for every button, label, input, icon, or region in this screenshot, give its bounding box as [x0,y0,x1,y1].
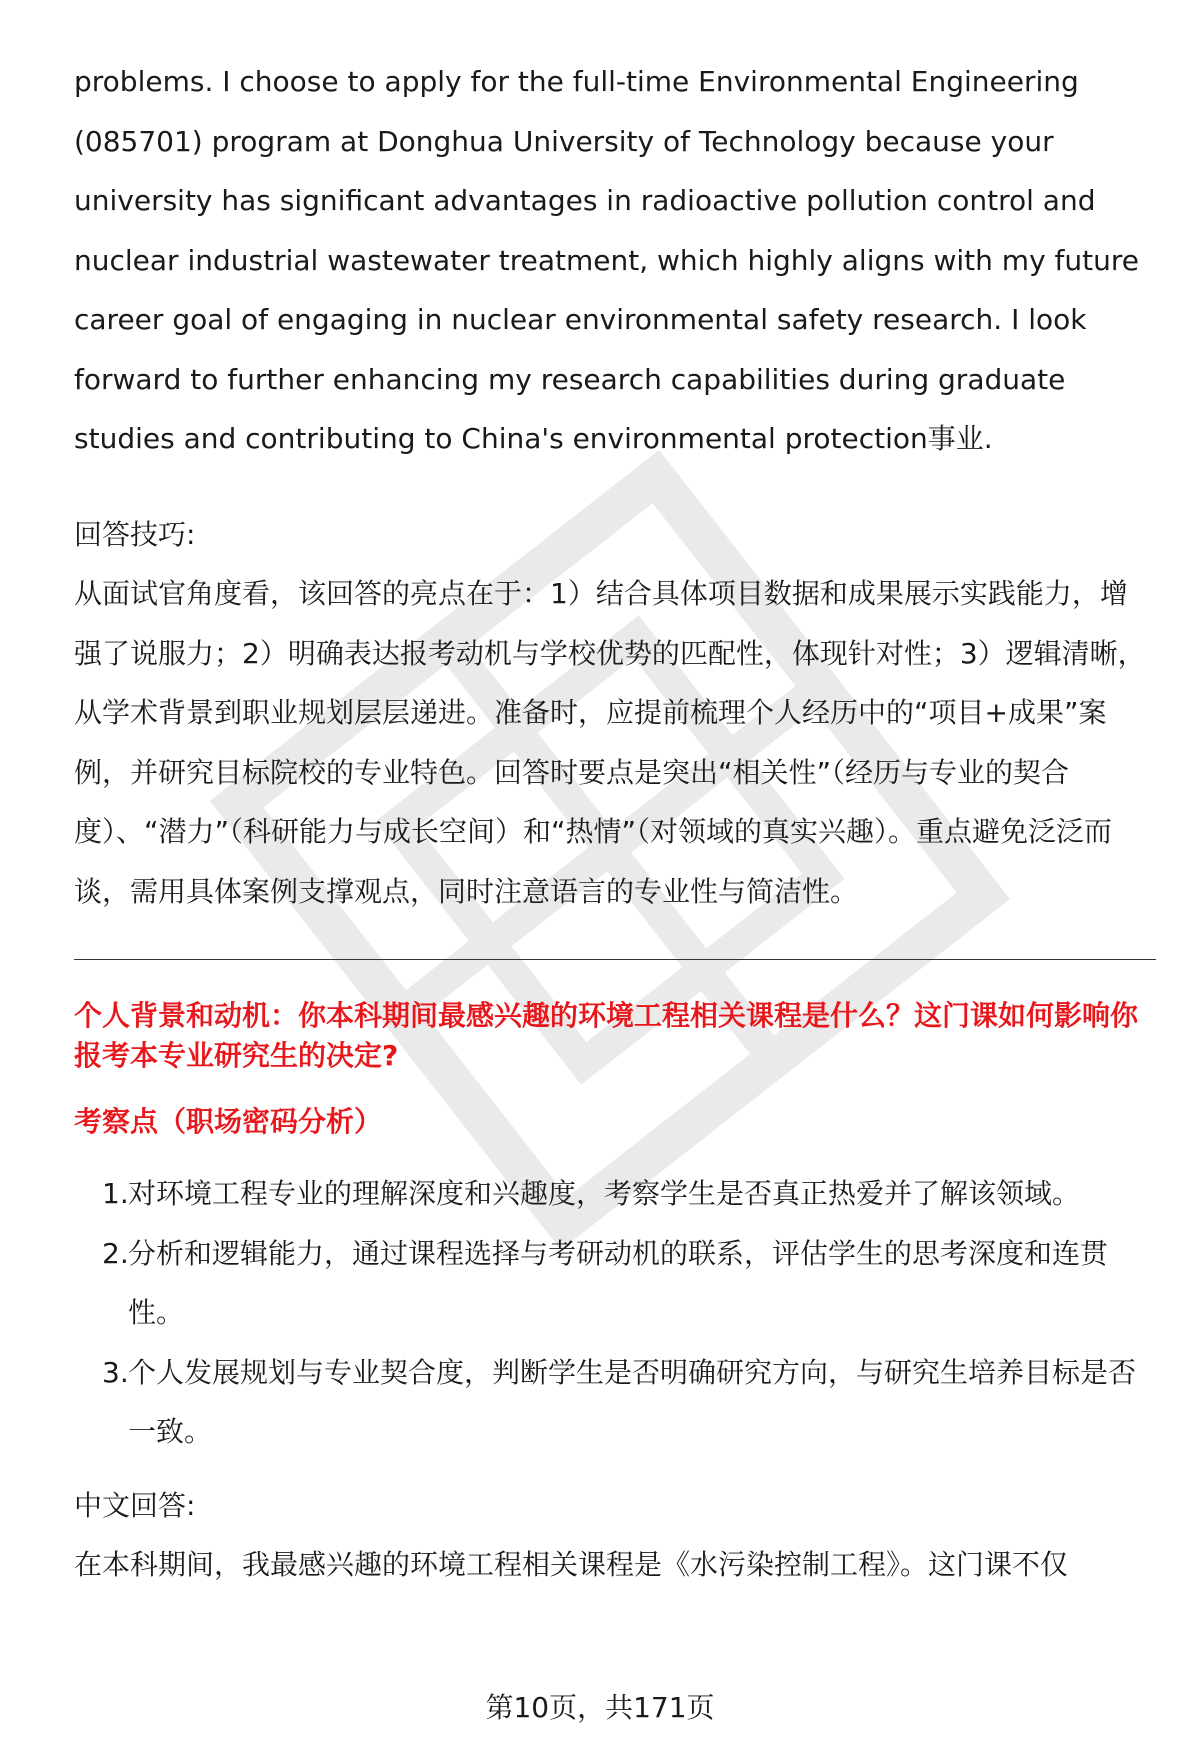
page-footer: 第10页，共171页 [485,1691,715,1724]
list-item-text: 个人发展规划与专业契合度，判断学生是否明确研究方向，与研究生培养目标是否一致。 [128,1355,1137,1448]
list-item-number: 1. [102,1177,129,1210]
chinese-answer-label: 中文回答: [74,1488,196,1522]
tips-label: 回答技巧: [74,517,196,551]
assessment-list [74,1164,1149,1462]
english-answer-paragraph: problems. I choose to apply for the full-time Environmental Engineering (085701) program at Donghua University of Technology because your university has significant advantages in radioactive pollution control and nuclear industrial wastewater treatment, which highly aligns with my future career goal of engaging in nuclear environmental safety research. I look forward to further enhancing my research capabilities during graduate studies and contributing to China's environmental protection事业. [74,65,1139,455]
main-content [74,52,1149,1595]
section-divider [74,959,1156,960]
list-item [74,1224,1149,1343]
tips-text: 从面试官角度看，该回答的亮点在于：1）结合具体项目数据和成果展示实践能力，增强了说服力；2）明确表达报考动机与学校优势的匹配性，体现针对性；3）逻辑清晰，从学术背景到职业规划层层递进。准备时，应提前梳理个人经历中的“项目+成果”案例，并研究目标院校的专业特色。回答时要点是突出“相关性”（经历与专业的契合度）、“潜力”（科研能力与成长空间）和“热情”（对领域的真实兴趣）。重点避免泛泛而谈，需用具体案例支撑观点，同时注意语言的专业性与简洁性。 [74,577,1146,908]
list-item [74,1164,1149,1224]
list-item-number: 2. [102,1236,129,1270]
assessment-title: 考察点（职场密码分析） [74,1105,383,1138]
list-item-text: 对环境工程专业的理解深度和兴趣度，考察学生是否真正热爱并了解该领域。 [128,1177,1081,1210]
list-item [74,1343,1149,1462]
chinese-answer-text: 在本科期间，我最感兴趣的环境工程相关课程是《水污染控制工程》。这门课不仅 [74,1548,1069,1581]
list-item-text: 分析和逻辑能力，通过课程选择与考研动机的联系，评估学生的思考深度和连贯性。 [128,1236,1109,1329]
list-item-number: 3. [102,1355,129,1389]
question-heading: 个人背景和动机：你本科期间最感兴趣的环境工程相关课程是什么？这门课如何影响你报考本专业研究生的决定? [74,999,1139,1072]
